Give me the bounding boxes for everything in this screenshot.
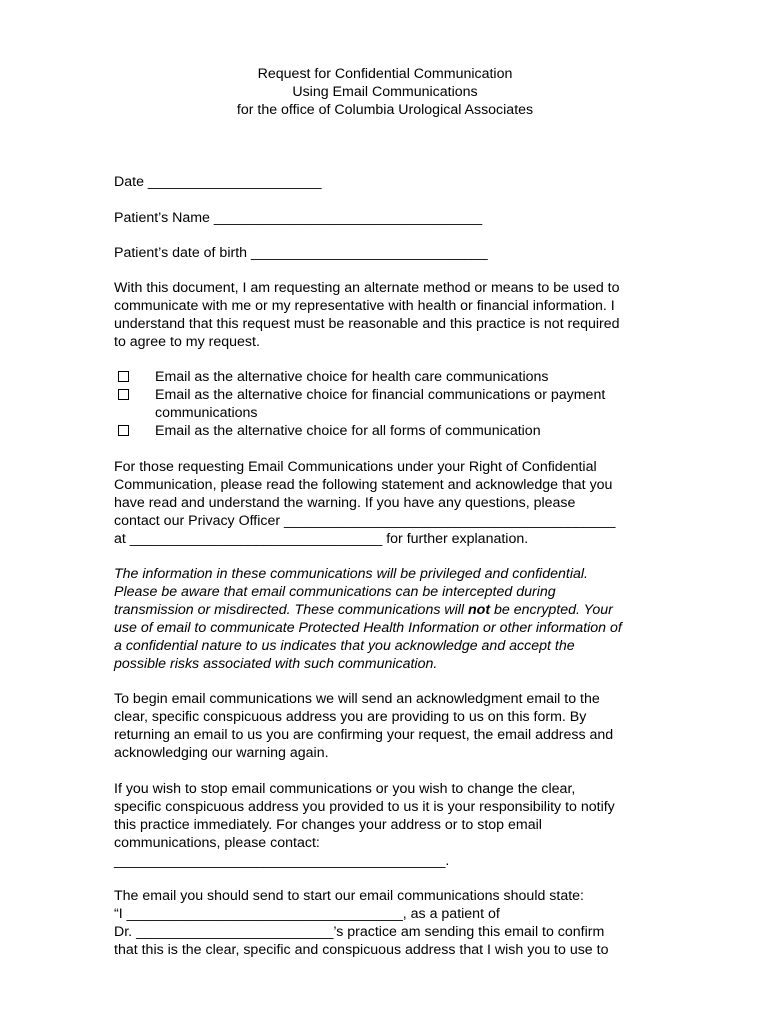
- patient-name-field[interactable]: Patient’s Name __________________________________: [114, 210, 483, 226]
- begin-email-paragraph: To begin email communications we will send an acknowledgment email to the clear, specific conspicuous address you are providing to us on this form. By returning an email to us you are confirming your request, the email address and acknowledging our warning again.: [114, 691, 614, 761]
- option-financial[interactable]: Email as the alternative choice for financial communications or payment communications: [118, 386, 678, 422]
- checkbox-icon[interactable]: [118, 389, 129, 400]
- document-title: [0, 65, 770, 119]
- patient-dob-field[interactable]: Patient’s date of birth ______________________________: [114, 245, 488, 261]
- checkbox-icon[interactable]: [118, 425, 129, 436]
- warning-paragraph: The information in these communications will be privileged and confidential. Please be aware that email communications can be intercepted during transmission or misdirected. These communications will not be encrypted. Your use of email to communicate Protected Health Information or other information of a confidential nature to us indicates that you acknowledge and accept the possible risks associated with such communication.: [114, 566, 622, 672]
- contact-field[interactable]: __________________________________________.: [114, 853, 450, 869]
- checkbox-icon[interactable]: [118, 371, 129, 382]
- title-line-1: Request for Confidential Communication: [257, 66, 513, 82]
- title-line-3: for the office of Columbia Urological Associates: [236, 102, 534, 118]
- date-field[interactable]: Date ______________________: [114, 174, 322, 190]
- option-health-care[interactable]: Email as the alternative choice for health care communications: [118, 368, 678, 386]
- stop-email-paragraph: If you wish to stop email communications or you wish to change the clear, specific conspicuous address you provided to us it is your responsibility to notify this practice immediately. For changes your address or to stop email communications, please contact: __________________________________________.: [114, 780, 674, 870]
- emphasis-not: not: [468, 602, 491, 618]
- title-line-2: Using Email Communications: [292, 84, 478, 100]
- privacy-officer-field[interactable]: contact our Privacy Officer __________________________________________: [114, 513, 616, 529]
- request-paragraph: For those requesting Email Communications under your Right of Confidential Communication, please read the following statement and acknowledge that you have read and understand the warning. If you have any questions, please contact our Privacy Officer __________________________________________ at ________________________________ for further explanation.: [114, 458, 674, 548]
- email-options-list: [118, 368, 678, 440]
- privacy-officer-contact-field[interactable]: at ________________________________ for further explanation.: [114, 531, 529, 547]
- email-statement-paragraph: The email you should send to start our email communications should state: “I ___________________________________, as a patient of Dr. _________________________’s practice am sending this email to confirm that this is the clear, specific and conspicuous address that I wish you to use to: [114, 887, 674, 959]
- intro-paragraph: With this document, I am requesting an alternate method or means to be used to communicate with me or my representative with health or financial information. I understand that this request must be reasonable and this practice is not required to agree to my request.: [114, 280, 620, 350]
- doctor-name-field[interactable]: Dr. _________________________’s practice am sending this email to confirm: [114, 924, 605, 940]
- option-all-forms[interactable]: Email as the alternative choice for all forms of communication: [118, 422, 678, 440]
- patient-name-statement-field[interactable]: “I ___________________________________, as a patient of: [114, 906, 500, 922]
